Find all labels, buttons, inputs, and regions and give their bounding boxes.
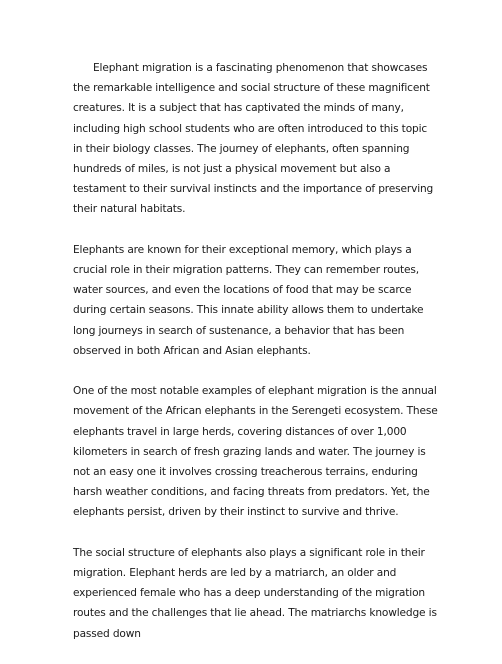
paragraph-1: Elephant migration is a fascinating phenomenon that showcases the remarkable intelligence and social structure of these magnificent creatures. It is a subject that has captivated the minds of many, including high school students who are often introduced to this topic in their biology classes. The journey of elephants, often spanning hundreds of miles, is not just a physical movement but also a testament to their survival instincts and the importance of preserving their natural habitats. [73,62,434,216]
document-body [73,58,438,664]
paragraph-4: The social structure of elephants also plays a significant role in their migration. Elephant herds are led by a matriarch, an older and experienced female who has a deep understanding of the migration routes and the challenges that lie ahead. The matriarchs knowledge is passed down [73,546,437,640]
paragraph-2: Elephants are known for their exceptional memory, which plays a crucial role in their migration patterns. They can remember routes, water sources, and even the locations of food that may be scarce during certain seasons. This innate ability allows them to undertake long journeys in search of sustenance, a behavior that has been observed in both African and Asian elephants. [73,243,424,357]
paragraph-3: One of the most notable examples of elephant migration is the annual movement of the African elephants in the Serengeti ecosystem. These elephants travel in large herds, covering distances of over 1,000 kilometers in search of fresh grazing lands and water. The journey is not an easy one it involves crossing treacherous terrains, enduring harsh weather conditions, and facing threats from predators. Yet, the elephants persist, driven by their instinct to survive and thrive. [73,385,438,519]
